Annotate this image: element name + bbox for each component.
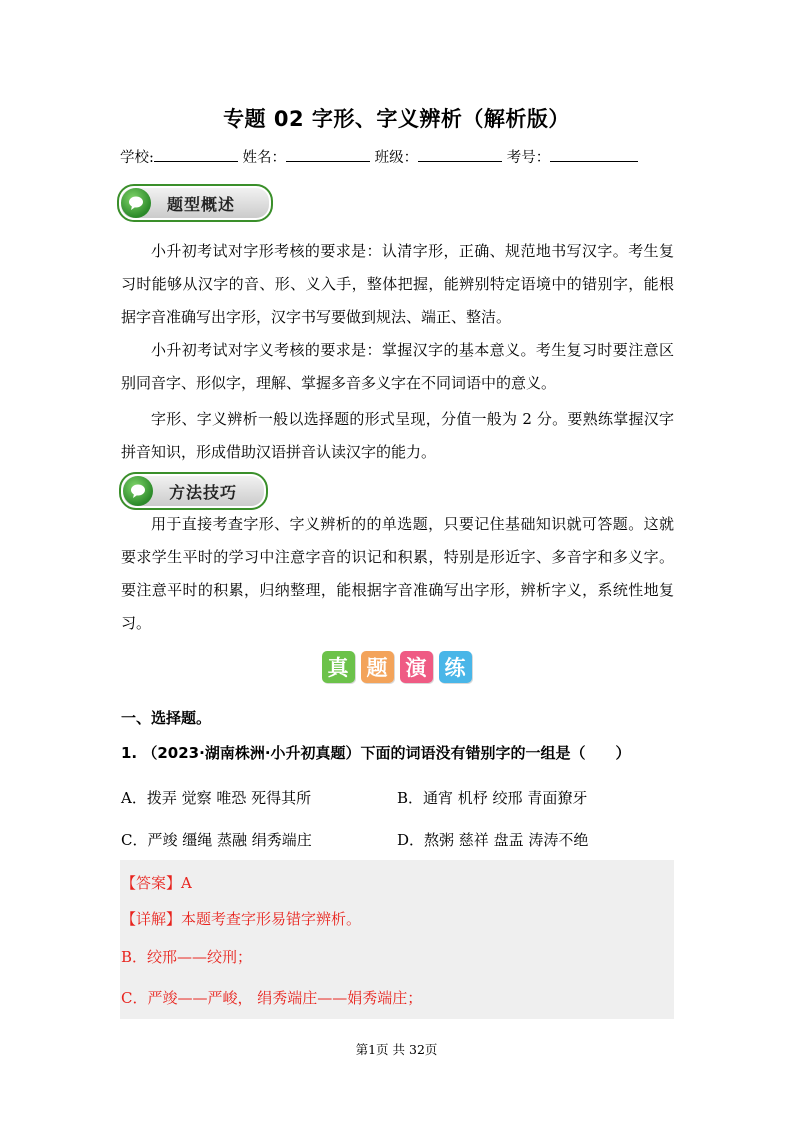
practice-badges (0, 651, 793, 683)
badge-yan: 演 (400, 651, 433, 683)
question-stem (121, 742, 681, 763)
option-a: A．拨弄 觉察 唯恐 死得其所 (121, 789, 312, 807)
overview-label: 题型概述 (167, 194, 236, 214)
overview-section-header (117, 184, 273, 222)
method-text (121, 508, 674, 640)
method-paragraph: 用于直接考查字形、字义辨析的的单选题，只要记住基础知识就可答题。这就要求学生平时的学习中注意字音的识记和积累，特别是形近字、多音字和多义字。要注意平时的积累，归纳整理，能根据字音准确写出字形，辨析字义，系统性地复习。 (121, 515, 674, 632)
question-text: （2023·湖南株洲·小升初真题）下面的词语没有错别字的一组是（ ） (142, 744, 631, 762)
method-label: 方法技巧 (169, 482, 238, 502)
method-section-header (119, 472, 268, 510)
class-label: 班级： (374, 150, 419, 166)
badge-lian: 练 (439, 651, 472, 683)
badge-ti: 题 (361, 651, 394, 683)
explanation-c: C．严竣——严峻， 绢秀端庄——娟秀端庄； (121, 989, 423, 1007)
number-label: 考号： (506, 150, 551, 166)
overview-text (121, 235, 674, 469)
speech-bubble-icon (123, 476, 153, 506)
overview-paragraph: 小升初考试对字形考核的要求是：认清字形，正确、规范地书写汉字。考生复习时能够从汉字的音、形、义入手，整体把握，能辨别特定语境中的错别字，能根据字音准确写出字形，汉字书写要做到规法、端正、整洁。 (121, 242, 674, 326)
page-footer: 第1页 共 32页 (355, 1042, 438, 1057)
option-c: C．严竣 缰绳 蒸融 绢秀端庄 (121, 831, 312, 849)
section-heading: 一、选择题。 (121, 709, 212, 727)
question-number: 1. (121, 744, 138, 762)
school-label: 学校: (120, 150, 154, 166)
student-info-line (120, 146, 680, 167)
name-label: 姓名： (242, 150, 286, 166)
number-blank (550, 148, 638, 162)
name-blank (286, 148, 370, 162)
speech-bubble-icon (121, 188, 151, 218)
overview-paragraph: 字形、字义辨析一般以选择题的形式呈现，分值一般为 2 分。要熟练掌握汉字拼音知识，形成借助汉语拼音认读汉字的能力。 (121, 410, 674, 461)
overview-paragraph: 小升初考试对字义考核的要求是：掌握汉字的基本意义。考生复习时要注意区别同音字、形似字，理解、掌握多音多义字在不同词语中的意义。 (121, 341, 674, 392)
detail-line: 【详解】本题考查字形易错字辨析。 (121, 910, 362, 928)
option-d: D．熬粥 慈祥 盘盂 涛涛不绝 (397, 831, 589, 849)
answer-line: 【答案】A (121, 874, 192, 892)
badge-zhen: 真 (322, 651, 355, 683)
option-b: B．通宵 机杼 绞邢 青面獠牙 (397, 789, 588, 807)
school-blank (154, 148, 238, 162)
page-title: 专题 02 字形、字义辨析（解析版） (223, 107, 570, 131)
class-blank (418, 148, 502, 162)
explanation-b: B．绞邢——绞刑； (121, 948, 253, 966)
